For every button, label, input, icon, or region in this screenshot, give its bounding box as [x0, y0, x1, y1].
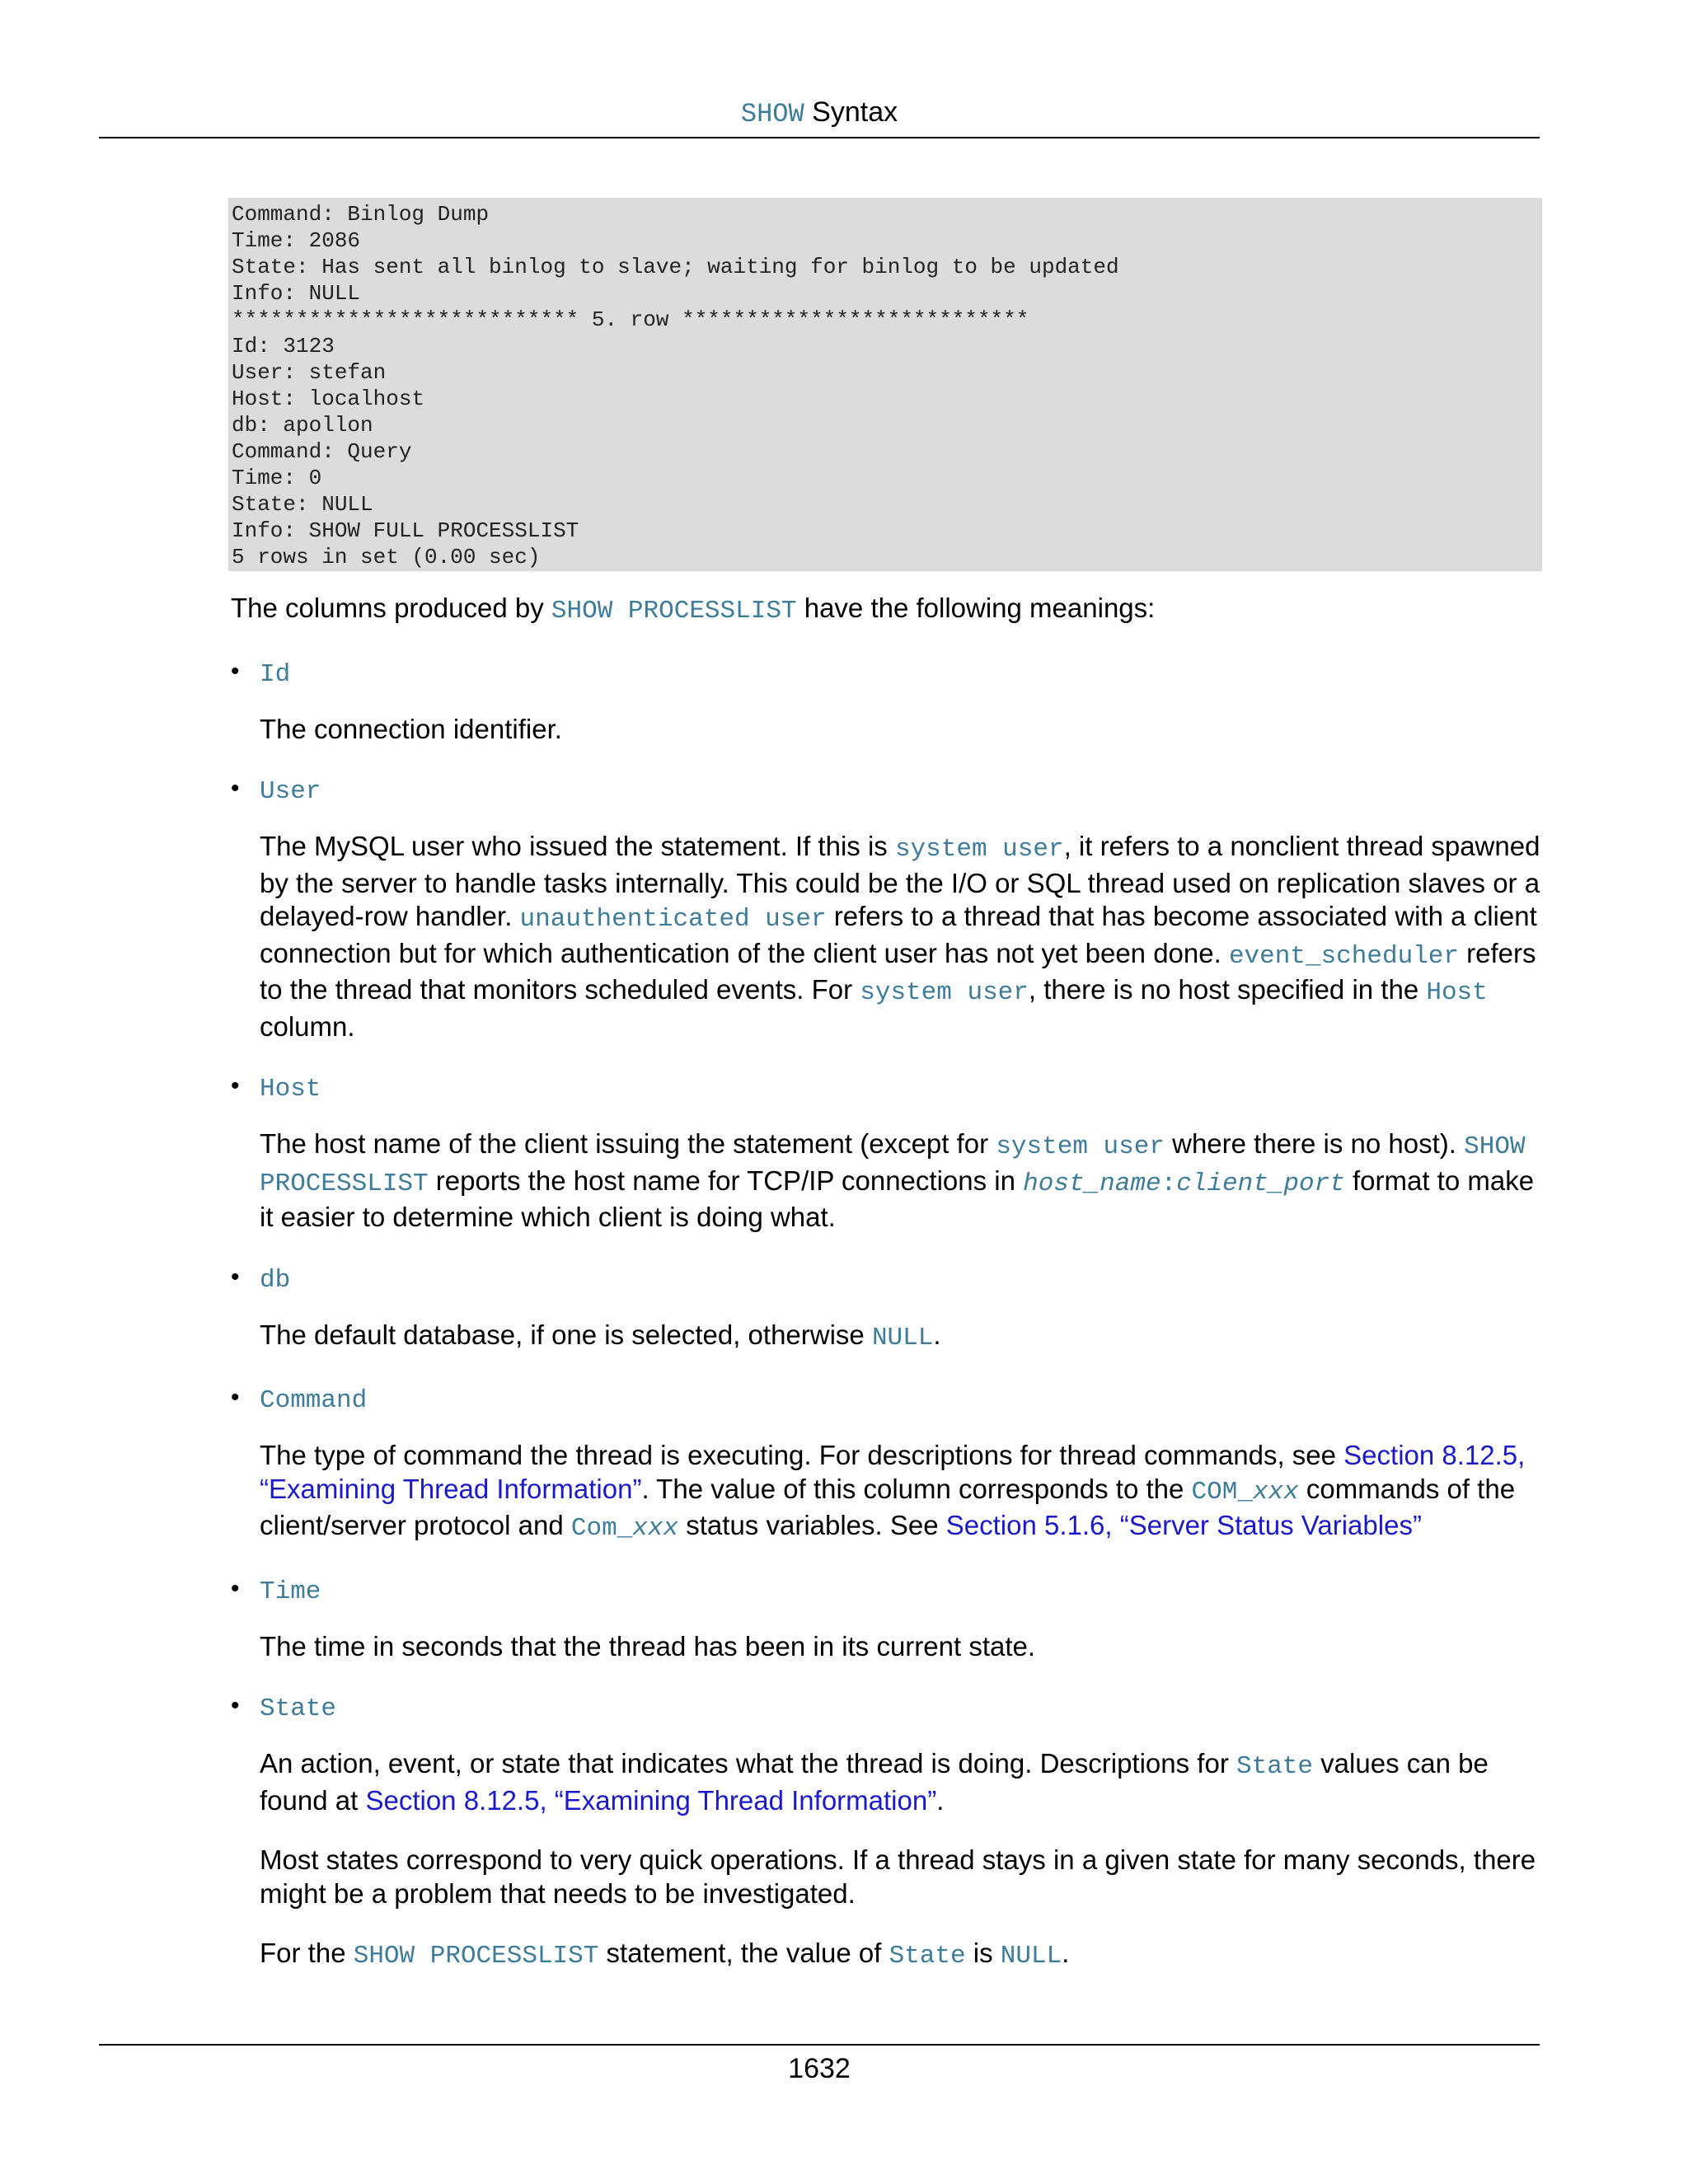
footer-rule	[99, 2044, 1540, 2046]
desc-host: The host name of the client issuing the statement (except for system user where there is no host). SHOW PROCESSLIST reports the host name for TCP/IP connections in host_name:client_port format to make it easier to determine which client is doing what.	[260, 1128, 1535, 1232]
list-item-time	[231, 1572, 1550, 1664]
code-line: Host: localhost	[232, 387, 425, 411]
desc-user: The MySQL user who issued the statement. If this is system user, it refers to a nonclient thread spawned by the server to handle tasks internally. This could be the I/O or SQL thread used on replication slaves or a delayed-row handler. unauthenticated user refers to a thread that has become associated with a client connection but for which authentication of the client user has not yet been done. event_scheduler refers to the thread that monitors scheduled events. For system user, there is no host specified in the Host column.	[260, 831, 1540, 1042]
bullet: •	[231, 1574, 240, 1602]
bullet: •	[231, 1384, 240, 1411]
code-line: Info: NULL	[232, 281, 361, 306]
list-item-id	[231, 655, 1550, 747]
link-thread-information-2[interactable]: Section 8.12.5, “Examining Thread Information”	[365, 1784, 937, 1816]
desc-state-p3: For the SHOW PROCESSLIST statement, the value of State is NULL.	[260, 1938, 1070, 1971]
term-time: Time	[260, 1577, 321, 1606]
link-thread-information[interactable]: Section 8.12.5, “Examining Thread Information”	[260, 1440, 1526, 1504]
header-code: SHOW	[740, 99, 804, 129]
code-line: Info: SHOW FULL PROCESSLIST	[232, 518, 579, 543]
code-line: db: apollon	[232, 413, 373, 438]
bullet: •	[231, 657, 240, 685]
code-line: State: Has sent all binlog to slave; waiting for binlog to be updated	[232, 255, 1119, 279]
intro-text: The columns produced by	[231, 593, 551, 623]
term-user: User	[260, 777, 321, 806]
bullet: •	[231, 1263, 240, 1291]
desc-command: The type of command the thread is executing. For descriptions for thread commands, see Section 8.12.5, “Examining Thread Information”. The value of this column corresponds to the COM_xxx commands of the client/server protocol and Com_xxx status variables. See Section 5.1.6, “Server Status Variables”	[260, 1440, 1526, 1543]
term-command: Command	[260, 1386, 368, 1415]
desc-id: The connection identifier.	[260, 713, 562, 744]
intro-text-end: have the following meanings:	[796, 593, 1156, 623]
code-block	[228, 198, 1542, 571]
term-db: db	[260, 1265, 291, 1295]
list-item-db	[231, 1261, 1550, 1356]
code-line: Id: 3123	[232, 334, 335, 359]
list-item-host	[231, 1070, 1550, 1235]
code-line: State: NULL	[232, 492, 373, 517]
list-item-user	[231, 772, 1550, 1043]
term-id: Id	[260, 659, 291, 689]
header-rule	[99, 137, 1540, 138]
code-line: 5 rows in set (0.00 sec)	[232, 545, 541, 569]
code-line: *************************** 5. row ***************************	[232, 307, 1029, 332]
page-number: 1632	[788, 2053, 851, 2084]
code-line: Time: 2086	[232, 228, 361, 253]
code-line: Time: 0	[232, 466, 322, 490]
desc-db: The default database, if one is selected, otherwise NULL.	[260, 1319, 941, 1352]
link-server-status-variables[interactable]: Section 5.1.6, “Server Status Variables”	[945, 1510, 1422, 1540]
page-header	[99, 92, 1540, 134]
bullet: •	[231, 1692, 240, 1719]
term-host: Host	[260, 1075, 321, 1104]
intro-paragraph	[231, 592, 1550, 629]
code-line: Command: Binlog Dump	[232, 202, 490, 227]
intro-code: SHOW PROCESSLIST	[551, 597, 797, 626]
code-line: Command: Query	[232, 439, 412, 464]
header-text: Syntax	[812, 96, 898, 128]
desc-state-p2: Most states correspond to very quick operations. If a thread stays in a given state for many seconds, there might be a problem that needs to be investigated.	[260, 1844, 1536, 1909]
code-line: User: stefan	[232, 360, 387, 385]
bullet: •	[231, 1072, 240, 1099]
bullet: •	[231, 775, 240, 802]
main-content	[231, 592, 1550, 1974]
list-item-state	[231, 1690, 1550, 1974]
list-item-command	[231, 1381, 1550, 1546]
term-state: State	[260, 1694, 337, 1723]
desc-time: The time in seconds that the thread has been in its current state.	[260, 1630, 1036, 1661]
desc-state: An action, event, or state that indicates what the thread is doing. Descriptions for State values can be found at Section 8.12.5, “Examining Thread Information”.	[260, 1748, 1489, 1816]
